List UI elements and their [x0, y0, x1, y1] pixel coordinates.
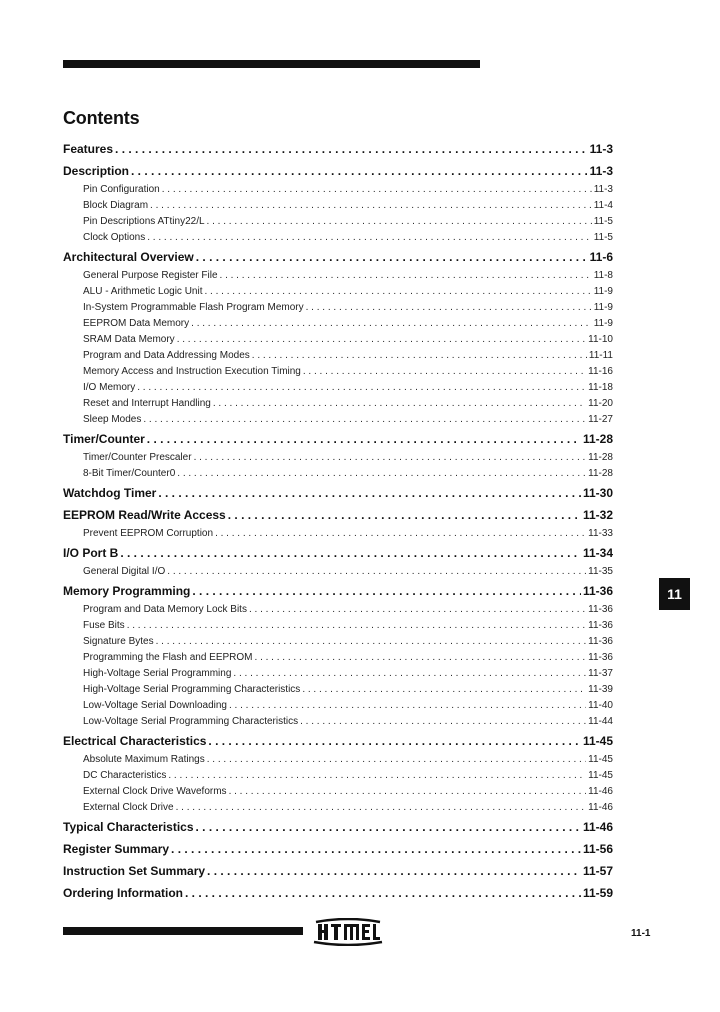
- dot-leader: [168, 768, 586, 784]
- dot-leader: [229, 698, 586, 714]
- toc-entry-label: Architectural Overview: [63, 250, 194, 264]
- toc-entry-page: 11-45: [588, 754, 613, 765]
- toc-entry-page: 11-6: [589, 250, 613, 264]
- toc-entry-page: 11-36: [582, 584, 613, 598]
- toc-entry-label: Absolute Maximum Ratings: [83, 754, 205, 765]
- toc-entry-page: 11-56: [582, 842, 613, 856]
- toc-section-entry: [63, 246, 613, 268]
- toc-entry-page: 11-9: [593, 302, 613, 313]
- toc-entry-label: Program and Data Addressing Modes: [83, 350, 250, 361]
- dot-leader: [156, 634, 587, 650]
- toc-entry-label: Programming the Flash and EEPROM: [83, 652, 253, 663]
- dot-leader: [205, 284, 592, 300]
- toc-entry-page: 11-46: [588, 802, 613, 813]
- dot-leader: [158, 482, 581, 504]
- toc-section-entry: [63, 482, 613, 504]
- dot-leader: [208, 730, 581, 752]
- toc-entry-label: DC Characteristics: [83, 770, 167, 781]
- toc-entry-page: 11-45: [588, 770, 613, 781]
- toc-subsection-entry: [63, 396, 613, 412]
- dot-leader: [143, 412, 586, 428]
- toc-entry-page: 11-8: [593, 270, 613, 281]
- toc-entry-label: Typical Characteristics: [63, 820, 194, 834]
- dot-leader: [196, 246, 588, 268]
- toc-entry-page: 11-34: [582, 546, 613, 560]
- dot-leader: [131, 160, 588, 182]
- dot-leader: [229, 784, 587, 800]
- toc-entry-label: Fuse Bits: [83, 620, 125, 631]
- dot-leader: [150, 198, 592, 214]
- toc-entry-page: 11-16: [588, 366, 613, 377]
- toc-subsection-entry: [63, 752, 613, 768]
- chapter-tab: 11: [659, 578, 690, 610]
- toc-entry-page: 11-32: [582, 508, 613, 522]
- dot-leader: [147, 230, 591, 246]
- toc-entry-label: General Digital I/O: [83, 566, 166, 577]
- toc-entry-page: 11-11: [588, 350, 613, 361]
- toc-entry-label: Reset and Interrupt Handling: [83, 398, 211, 409]
- toc-section-entry: [63, 428, 613, 450]
- toc-entry-page: 11-3: [589, 142, 613, 156]
- dot-leader: [177, 466, 586, 482]
- toc-entry-page: 11-59: [582, 886, 613, 900]
- toc-entry-page: 11-36: [588, 636, 613, 647]
- toc-section-entry: [63, 730, 613, 752]
- toc-entry-page: 11-3: [593, 184, 613, 195]
- toc-entry-page: 11-57: [582, 864, 613, 878]
- toc-entry-label: SRAM Data Memory: [83, 334, 175, 345]
- dot-leader: [167, 564, 586, 580]
- toc-entry-page: 11-28: [588, 468, 613, 479]
- toc-entry-label: Memory Programming: [63, 584, 191, 598]
- toc-entry-label: ALU - Arithmetic Logic Unit: [83, 286, 203, 297]
- toc-entry-label: I/O Port B: [63, 546, 119, 560]
- toc-entry-page: 11-36: [588, 652, 613, 663]
- dot-leader: [162, 182, 592, 198]
- dot-leader: [233, 666, 586, 682]
- dot-leader: [196, 816, 581, 838]
- toc-subsection-entry: [63, 268, 613, 284]
- toc-entry-label: Timer/Counter Prescaler: [83, 452, 192, 463]
- dot-leader: [127, 618, 586, 634]
- toc-subsection-entry: [63, 380, 613, 396]
- toc-section-entry: [63, 138, 613, 160]
- toc-entry-label: EEPROM Data Memory: [83, 318, 190, 329]
- dot-leader: [147, 428, 581, 450]
- dot-leader: [303, 364, 586, 380]
- toc-entry-page: 11-36: [588, 604, 613, 615]
- toc-entry-label: Sleep Modes: [83, 414, 142, 425]
- toc-subsection-entry: [63, 650, 613, 666]
- toc-subsection-entry: [63, 230, 613, 246]
- toc-subsection-entry: [63, 602, 613, 618]
- toc-entry-label: I/O Memory: [83, 382, 136, 393]
- toc-subsection-entry: [63, 564, 613, 580]
- toc-entry-label: Description: [63, 164, 130, 178]
- toc-entry-page: 11-10: [588, 334, 613, 345]
- toc-entry-label: High-Voltage Serial Programming Characteristics: [83, 684, 301, 695]
- toc-subsection-entry: [63, 214, 613, 230]
- toc-section-entry: [63, 580, 613, 602]
- bottom-rule: [63, 927, 303, 935]
- dot-leader: [177, 332, 586, 348]
- toc-entry-page: 11-5: [593, 232, 613, 243]
- toc-entry-page: 11-20: [588, 398, 613, 409]
- toc-entry-page: 11-44: [588, 716, 613, 727]
- toc-section-entry: [63, 838, 613, 860]
- top-rule: [63, 60, 480, 68]
- toc-subsection-entry: [63, 182, 613, 198]
- toc-entry-label: Instruction Set Summary: [63, 864, 206, 878]
- toc-entry-label: 8-Bit Timer/Counter0: [83, 468, 176, 479]
- toc-entry-page: 11-36: [588, 620, 613, 631]
- toc-entry-page: 11-30: [582, 486, 613, 500]
- toc-entry-page: 11-40: [588, 700, 613, 711]
- dot-leader: [207, 214, 592, 230]
- dot-leader: [207, 860, 581, 882]
- toc-subsection-entry: [63, 698, 613, 714]
- toc-entry-label: Memory Access and Instruction Execution Timing: [83, 366, 301, 377]
- dot-leader: [213, 396, 586, 412]
- toc-subsection-entry: [63, 634, 613, 650]
- dot-leader: [191, 316, 592, 332]
- dot-leader: [252, 348, 587, 364]
- toc-subsection-entry: [63, 412, 613, 428]
- toc-entry-page: 11-28: [588, 452, 613, 463]
- toc-entry-label: Program and Data Memory Lock Bits: [83, 604, 247, 615]
- toc-subsection-entry: [63, 284, 613, 300]
- dot-leader: [115, 138, 588, 160]
- toc-entry-page: 11-33: [588, 528, 613, 539]
- toc-section-entry: [63, 504, 613, 526]
- toc-entry-label: Prevent EEPROM Corruption: [83, 528, 214, 539]
- toc-section-entry: [63, 160, 613, 182]
- toc-entry-label: Block Diagram: [83, 200, 149, 211]
- toc-subsection-entry: [63, 450, 613, 466]
- toc-subsection-entry: [63, 348, 613, 364]
- toc-entry-label: Pin Descriptions ATtiny22/L: [83, 216, 205, 227]
- page-number: 11-1: [631, 928, 651, 939]
- toc-subsection-entry: [63, 784, 613, 800]
- toc-entry-label: Ordering Information: [63, 886, 183, 900]
- dot-leader: [137, 380, 586, 396]
- toc-subsection-entry: [63, 466, 613, 482]
- dot-leader: [255, 650, 587, 666]
- toc-entry-page: 11-9: [593, 318, 613, 329]
- atmel-logo: [312, 918, 384, 946]
- toc-section-entry: [63, 542, 613, 564]
- toc-entry-label: Pin Configuration: [83, 184, 160, 195]
- toc-subsection-entry: [63, 316, 613, 332]
- dot-leader: [192, 580, 581, 602]
- dot-leader: [120, 542, 581, 564]
- toc-entry-page: 11-9: [593, 286, 613, 297]
- toc-subsection-entry: [63, 618, 613, 634]
- toc-entry-label: High-Voltage Serial Programming: [83, 668, 232, 679]
- toc-entry-label: Electrical Characteristics: [63, 734, 207, 748]
- toc-entry-label: Clock Options: [83, 232, 146, 243]
- page-title: Contents: [63, 108, 140, 128]
- toc-entry-page: 11-4: [593, 200, 613, 211]
- toc-subsection-entry: [63, 768, 613, 784]
- toc-subsection-entry: [63, 526, 613, 542]
- toc-entry-page: 11-46: [582, 820, 613, 834]
- toc-entry-label: EEPROM Read/Write Access: [63, 508, 226, 522]
- toc-entry-page: 11-5: [593, 216, 613, 227]
- toc-subsection-entry: [63, 714, 613, 730]
- toc-subsection-entry: [63, 198, 613, 214]
- dot-leader: [176, 800, 587, 816]
- toc-entry-page: 11-37: [588, 668, 613, 679]
- dot-leader: [185, 882, 581, 904]
- toc-entry-page: 11-45: [582, 734, 613, 748]
- toc-entry-label: External Clock Drive Waveforms: [83, 786, 227, 797]
- toc-subsection-entry: [63, 682, 613, 698]
- dot-leader: [249, 602, 586, 618]
- toc-entry-page: 11-35: [588, 566, 613, 577]
- toc-entry-page: 11-27: [588, 414, 613, 425]
- dot-leader: [194, 450, 587, 466]
- toc-entry-label: Register Summary: [63, 842, 170, 856]
- toc-entry-page: 11-39: [588, 684, 613, 695]
- toc-subsection-entry: [63, 332, 613, 348]
- toc-entry-label: Low-Voltage Serial Downloading: [83, 700, 227, 711]
- toc-entry-label: Watchdog Timer: [63, 486, 157, 500]
- toc-entry-label: In-System Programmable Flash Program Memory: [83, 302, 304, 313]
- dot-leader: [306, 300, 592, 316]
- toc-subsection-entry: [63, 666, 613, 682]
- toc-section-entry: [63, 860, 613, 882]
- dot-leader: [171, 838, 581, 860]
- toc-section-entry: [63, 882, 613, 904]
- toc-subsection-entry: [63, 800, 613, 816]
- table-of-contents: [63, 138, 613, 904]
- toc-entry-page: 11-18: [588, 382, 613, 393]
- toc-section-entry: [63, 816, 613, 838]
- toc-entry-page: 11-28: [582, 432, 613, 446]
- dot-leader: [300, 714, 586, 730]
- toc-subsection-entry: [63, 364, 613, 380]
- dot-leader: [215, 526, 586, 542]
- dot-leader: [220, 268, 592, 284]
- toc-subsection-entry: [63, 300, 613, 316]
- toc-entry-label: Signature Bytes: [83, 636, 154, 647]
- dot-leader: [228, 504, 581, 526]
- toc-entry-page: 11-46: [588, 786, 613, 797]
- dot-leader: [207, 752, 586, 768]
- toc-entry-label: Timer/Counter: [63, 432, 145, 446]
- toc-entry-label: Features: [63, 142, 114, 156]
- toc-entry-label: General Purpose Register File: [83, 270, 218, 281]
- dot-leader: [302, 682, 586, 698]
- toc-entry-page: 11-3: [589, 164, 613, 178]
- toc-entry-label: Low-Voltage Serial Programming Characteristics: [83, 716, 299, 727]
- toc-entry-label: External Clock Drive: [83, 802, 174, 813]
